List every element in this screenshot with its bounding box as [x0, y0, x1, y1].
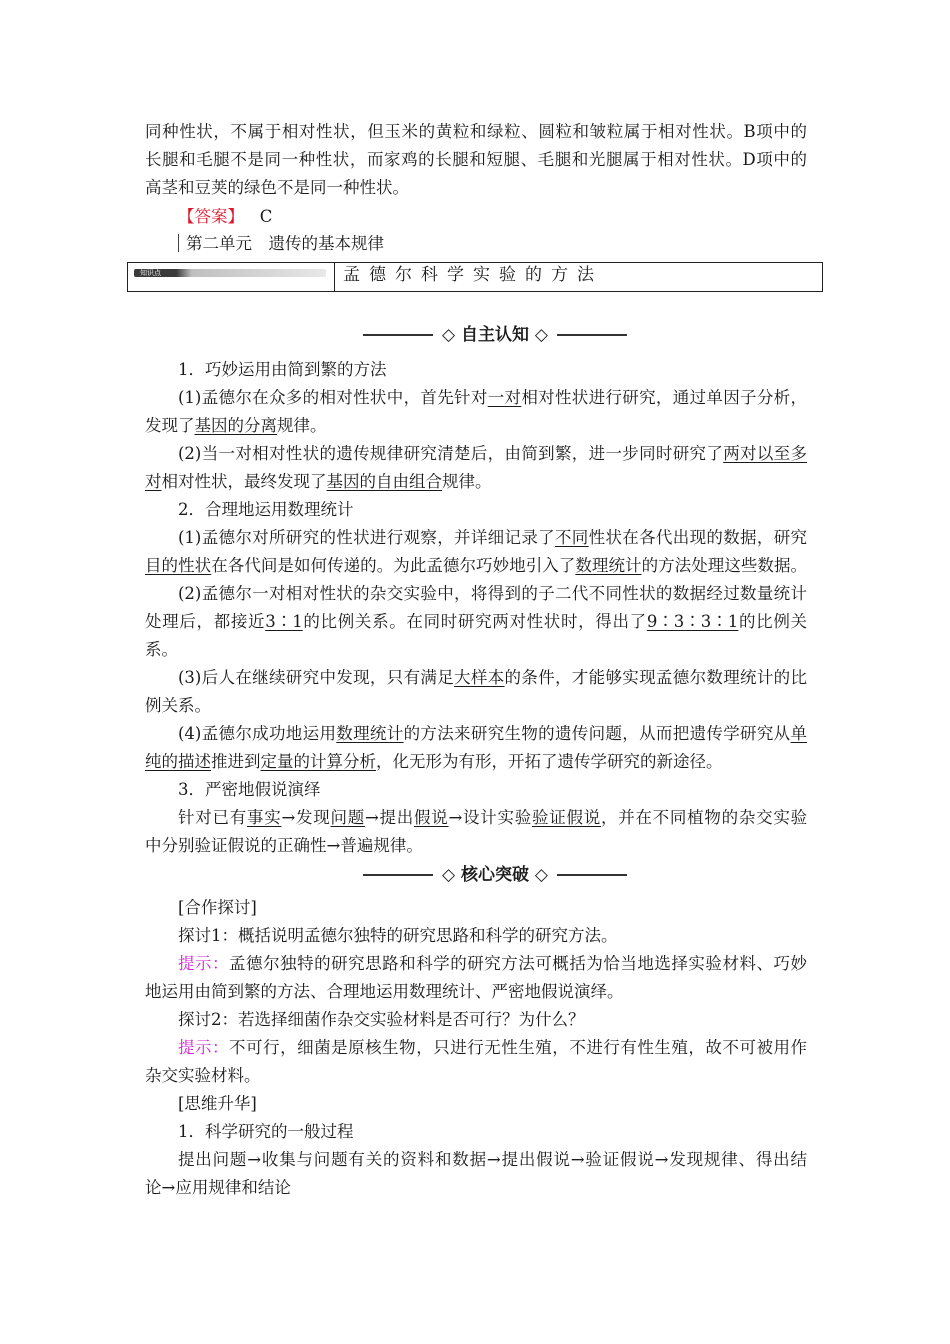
paragraph-line: (1)孟德尔在众多的相对性状中，首先针对一对相对性状进行研究，通过单因子分析，	[178, 388, 807, 407]
paragraph-line: 地运用由简到繁的方法、合理地运用数理统计、严密地假说演绎。	[145, 982, 624, 1001]
paragraph-line: 论→应用规律和结论	[145, 1178, 291, 1197]
paragraph-line: 对相对性状，最终发现了基因的自由组合规律。	[145, 472, 492, 491]
banner-bar	[134, 269, 326, 277]
hint-label: 提示：	[178, 1038, 230, 1057]
subheading: 3．严密地假说演绎	[178, 780, 321, 799]
paragraph-line: 针对已有事实→发现问题→提出假说→设计实验验证假说，并在不同植物的杂交实验	[178, 808, 807, 827]
paragraph-line: 中分别验证假说的正确性→普遍规律。	[145, 836, 423, 855]
banner-title: 孟德尔科学实验的方法	[343, 265, 603, 285]
paragraph-line: (2)孟德尔一对相对性状的杂交实验中，将得到的子二代不同性状的数据经过数量统计	[178, 584, 807, 603]
section-header-self	[363, 321, 627, 349]
banner-badge-area	[128, 263, 335, 291]
hint-label: 提示：	[178, 954, 230, 973]
paragraph-line: 杂交实验材料。	[145, 1066, 261, 1085]
unit-heading: 第二单元 遗传的基本规律	[186, 234, 384, 253]
paragraph-line: 同种性状，不属于相对性状，但玉米的黄粒和绿粒、圆粒和皱粒属于相对性状。B项中的	[145, 122, 807, 141]
paragraph-line: 纯的描述推进到定量的计算分析，化无形为有形，开拓了遗传学研究的新途径。	[145, 752, 723, 771]
paragraph-line: 高茎和豆荚的绿色不是同一种性状。	[145, 178, 409, 197]
paragraph-line: (1)孟德尔对所研究的性状进行观察，并详细记录了不同性状在各代出现的数据，研究	[178, 528, 807, 547]
paragraph-line: 提出问题→收集与问题有关的资料和数据→提出假说→验证假说→发现规律、得出结	[178, 1150, 807, 1169]
unit-marker	[178, 234, 179, 252]
answer-value: C	[259, 207, 273, 226]
section-label: ◇ 核心突破 ◇	[363, 861, 627, 889]
paragraph-line: (2)当一对相对性状的遗传规律研究清楚后，由简到繁，进一步同时研究了两对以至多	[178, 444, 807, 463]
answer-label: 【答案】	[178, 207, 244, 226]
banner-badge: 知识点	[140, 269, 161, 277]
topic-banner	[127, 262, 823, 292]
hint-line: 提示：孟德尔独特的研究思路和科学的研究方法可概括为恰当地选择实验材料、巧妙	[178, 954, 807, 973]
question-line: 探讨1：概括说明孟德尔独特的研究思路和科学的研究方法。	[178, 926, 618, 945]
section-header-core	[363, 861, 627, 889]
subheading: 1．巧妙运用由简到繁的方法	[178, 360, 387, 379]
paragraph-line: 例关系。	[145, 696, 211, 715]
section-label: ◇ 自主认知 ◇	[363, 321, 627, 349]
paragraph-line: 发现了基因的分离规律。	[145, 416, 327, 435]
paragraph-line: 目的性状在各代间是如何传递的。为此孟德尔巧妙地引入了数理统计的方法处理这些数据。	[145, 556, 807, 575]
subheading: 2．合理地运用数理统计	[178, 500, 354, 519]
subheading: [合作探讨]	[178, 898, 257, 917]
hint-line: 提示：不可行，细菌是原核生物，只进行无性生殖，不进行有性生殖，故不可被用作	[178, 1038, 807, 1057]
paragraph-line: 长腿和毛腿不是同一种性状，而家鸡的长腿和短腿、毛腿和光腿属于相对性状。D项中的	[145, 150, 807, 169]
answer-line	[178, 203, 840, 231]
paragraph-line: (3)后人在继续研究中发现，只有满足大样本的条件，才能够实现孟德尔数理统计的比	[178, 668, 807, 687]
paragraph-line: 系。	[145, 640, 178, 659]
subheading: [思维升华]	[178, 1094, 257, 1113]
paragraph-line: 处理后，都接近3∶1的比例关系。在同时研究两对性状时，得出了9∶3∶3∶1的比例关	[145, 612, 807, 631]
subheading: 1．科学研究的一般过程	[178, 1122, 354, 1141]
question-line: 探讨2：若选择细菌作杂交实验材料是否可行？为什么？	[178, 1010, 585, 1029]
paragraph-line: (4)孟德尔成功地运用数理统计的方法来研究生物的遗传问题，从而把遗传学研究从单	[178, 724, 807, 743]
